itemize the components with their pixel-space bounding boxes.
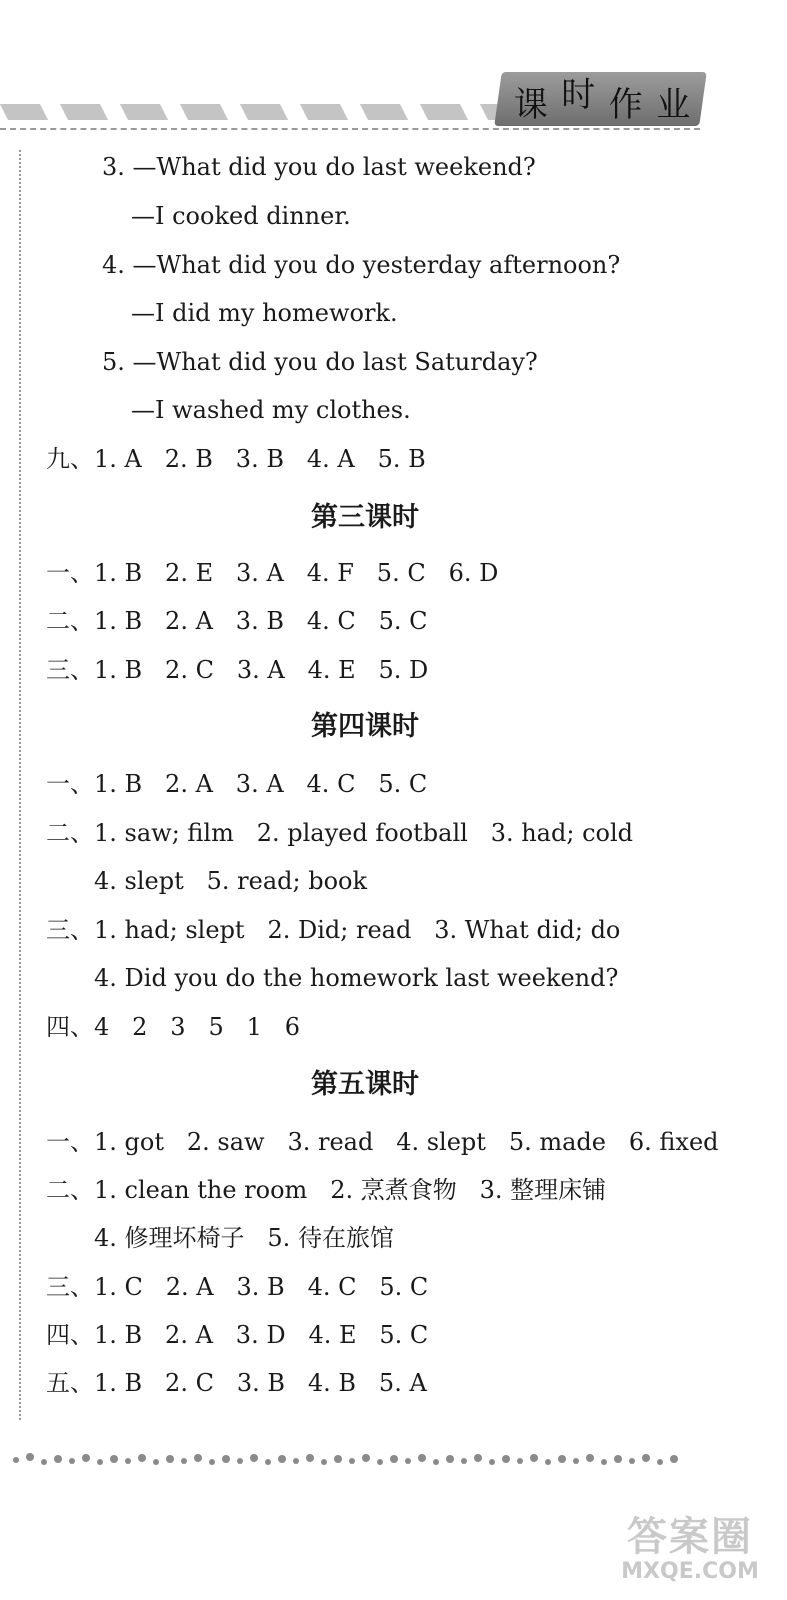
answer-line: 二、1. B 2. A 3. B 4. C 5. C: [46, 607, 428, 635]
answer-line: 三、1. B 2. C 3. A 4. E 5. D: [46, 656, 429, 684]
section-title: 第三课时: [311, 502, 419, 533]
answer-line: 4. 修理坏椅子 5. 待在旅馆: [94, 1224, 394, 1252]
answer-line: 五、1. B 2. C 3. B 4. B 5. A: [46, 1369, 427, 1397]
answer-line: 四、4 2 3 5 1 6: [46, 1013, 301, 1041]
badge-char: 作: [608, 84, 645, 125]
watermark-domain: MXQE.COM: [621, 1559, 759, 1584]
header-divider: [0, 128, 700, 130]
answer-line: 三、1. C 2. A 3. B 4. C 5. C: [46, 1273, 429, 1301]
answer-line: 一、1. B 2. E 3. A 4. F 5. C 6. D: [46, 559, 499, 587]
answer-line: —I did my homework.: [131, 299, 398, 327]
answer-line: 4. —What did you do yesterday afternoon?: [102, 251, 621, 279]
answer-line: 一、1. B 2. A 3. A 4. C 5. C: [46, 770, 428, 798]
answer-line: 4. slept 5. read; book: [94, 867, 368, 895]
answer-line: 四、1. B 2. A 3. D 4. E 5. C: [46, 1321, 429, 1349]
badge-char: 时: [561, 74, 598, 115]
answer-line: 3. —What did you do last weekend?: [102, 153, 536, 181]
answer-line: 4. Did you do the homework last weekend?: [94, 964, 619, 992]
answer-line: 一、1. got 2. saw 3. read 4. slept 5. made 6. fixed: [46, 1128, 719, 1156]
answer-line: 二、1. saw; film 2. played football 3. had; cold: [46, 819, 634, 847]
badge-char: 业: [656, 84, 693, 125]
header-pattern: [0, 96, 500, 126]
header-badge-title: [508, 74, 698, 128]
answer-line: 5. —What did you do last Saturday?: [102, 348, 538, 376]
answer-line: 九、1. A 2. B 3. B 4. A 5. B: [46, 445, 426, 473]
section-title: 第五课时: [311, 1069, 419, 1100]
watermark-title: 答案圈: [627, 1514, 753, 1560]
answer-line: —I washed my clothes.: [131, 396, 411, 424]
footer-dot-border: [10, 1447, 690, 1473]
watermark-logo: [600, 1505, 780, 1595]
section-title: 第四课时: [311, 711, 419, 742]
answer-line: 三、1. had; slept 2. Did; read 3. What did; do: [46, 916, 621, 944]
left-margin-rule: [19, 150, 21, 1420]
badge-char: 课: [513, 84, 550, 125]
answer-line: 二、1. clean the room 2. 烹煮食物 3. 整理床铺: [46, 1176, 607, 1204]
answer-line: —I cooked dinner.: [131, 202, 351, 230]
